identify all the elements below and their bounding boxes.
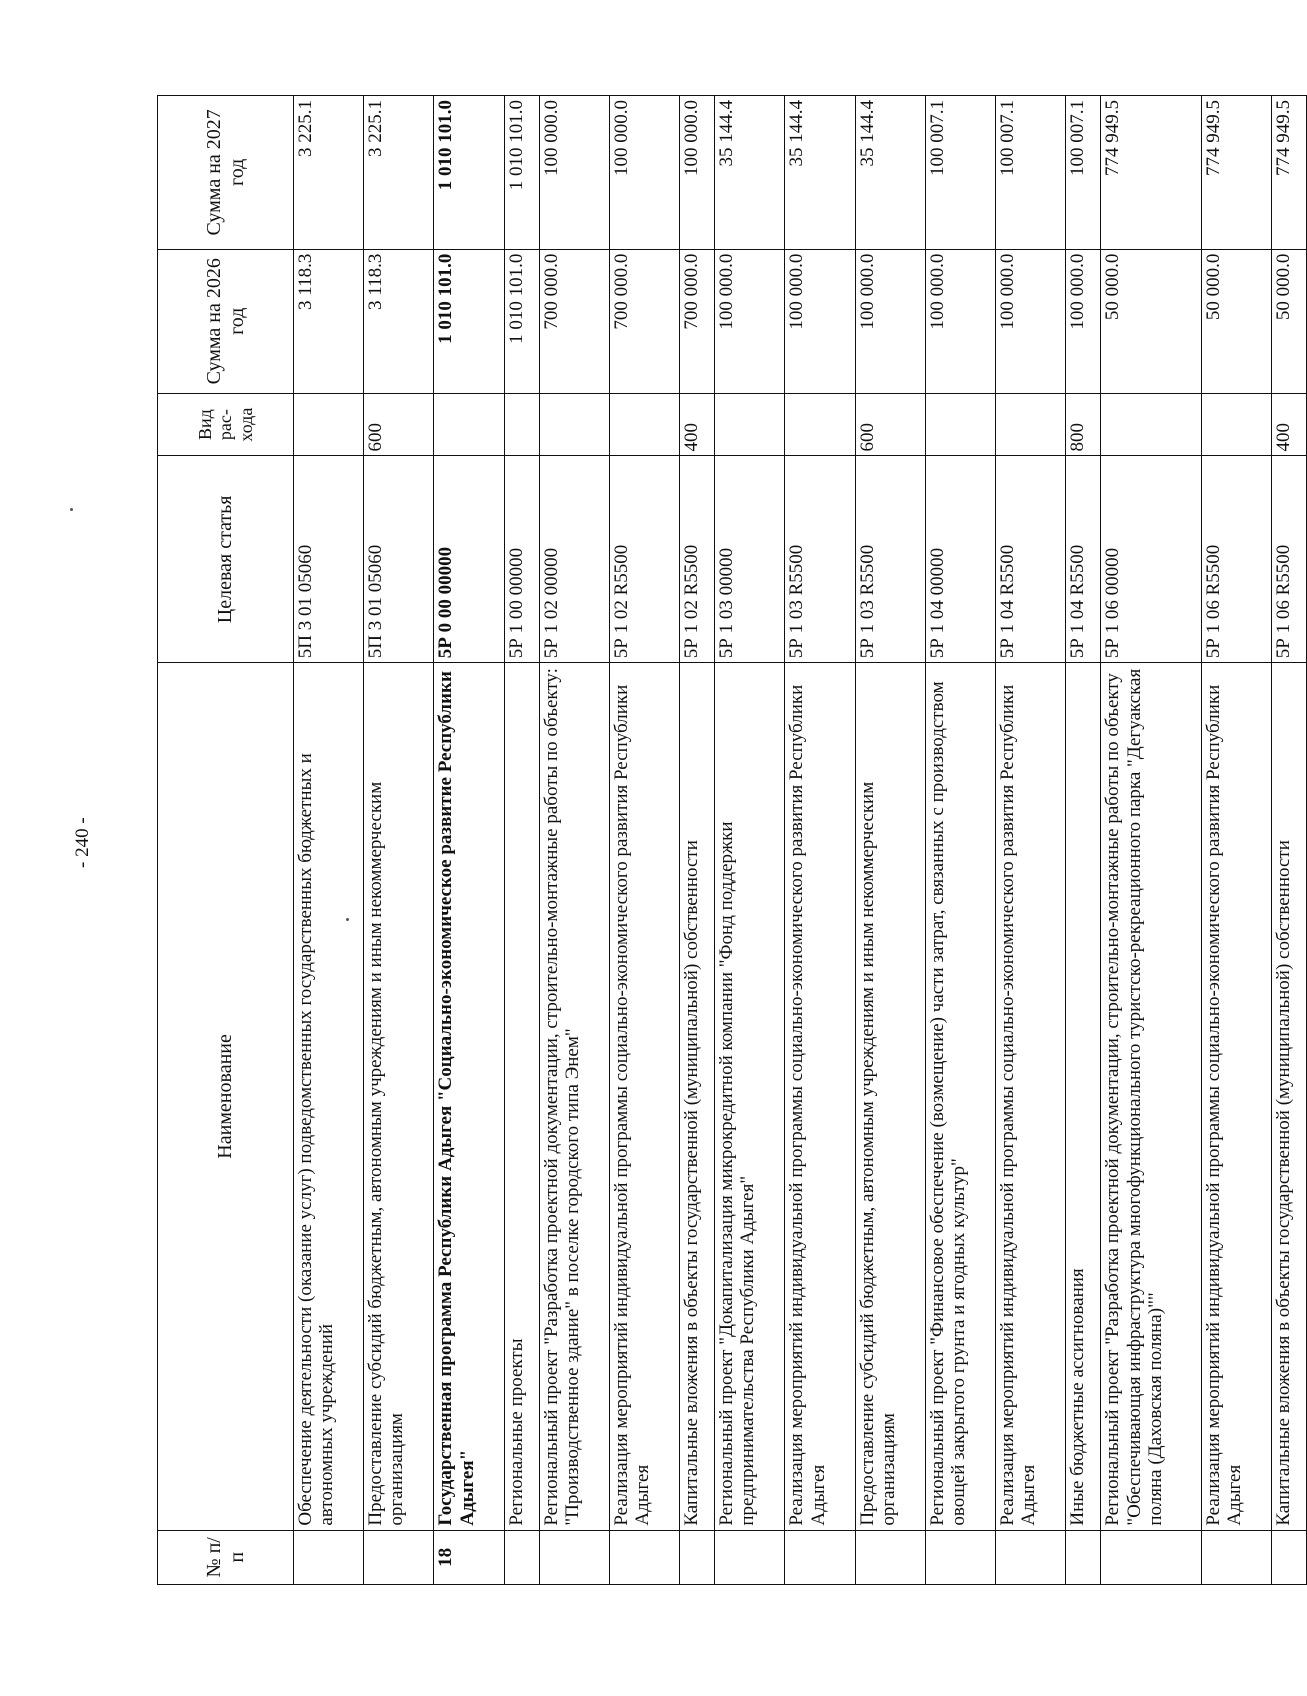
cell-sum-2027: 774 949.5	[1201, 96, 1271, 250]
cell-num	[1066, 1530, 1101, 1584]
header-sum-2027: Сумма на 2027 год	[158, 96, 294, 250]
cell-num	[539, 1530, 609, 1584]
cell-target: 5Р 1 06 00000	[1101, 456, 1201, 663]
cell-name: Региональный проект "Финансовое обеспечение (возмещение) части затрат, связанных с производством овощей закрытого грунта и ягодных культур"	[925, 663, 995, 1530]
cell-expense: 400	[1271, 393, 1306, 456]
cell-expense: 600	[855, 393, 925, 456]
cell-target: 5Р 1 06 R5500	[1271, 456, 1306, 663]
cell-sum-2027: 1 010 101.0	[434, 96, 504, 250]
cell-target: 5Р 1 03 R5500	[785, 456, 855, 663]
cell-name: Государственная программа Республики Адыгея "Социально-экономическое развитие Республики Адыгея"	[434, 663, 504, 1530]
cell-num	[294, 1530, 364, 1584]
cell-target: 5Р 1 03 R5500	[855, 456, 925, 663]
cell-sum-2027: 100 007.1	[925, 96, 995, 250]
cell-name: Реализация мероприятий индивидуальной программы социально-экономического развития Республики Адыгея	[1201, 663, 1271, 1530]
cell-sum-2026: 1 010 101.0	[434, 249, 504, 393]
cell-name: Региональный проект "Разработка проектной документации, строительно-монтажные работы по объекту: "Производственное здание" в поселке городского типа Энем"	[539, 663, 609, 1530]
cell-sum-2027: 100 007.1	[996, 96, 1066, 250]
cell-sum-2026: 3 118.3	[294, 249, 364, 393]
header-num: № п/п	[158, 1530, 294, 1584]
table-row	[925, 96, 995, 1585]
table-row	[680, 96, 715, 1585]
cell-name: Реализация мероприятий индивидуальной программы социально-экономического развития Республики Адыгея	[785, 663, 855, 1530]
table-row	[539, 96, 609, 1585]
cell-expense	[539, 393, 609, 456]
cell-sum-2026: 1 010 101.0	[504, 249, 539, 393]
cell-num	[1201, 1530, 1271, 1584]
cell-sum-2026: 3 118.3	[364, 249, 434, 393]
cell-sum-2027: 100 000.0	[609, 96, 679, 250]
cell-target: 5Р 1 02 R5500	[609, 456, 679, 663]
cell-name: Обеспечение деятельности (оказание услуг) подведомственных государственных бюджетных и автономных учреждений	[294, 663, 364, 1530]
cell-sum-2026: 100 000.0	[785, 249, 855, 393]
cell-name: Региональный проект "Разработка проектной документации, строительно-монтажные работы по объекту "Обеспечивающая инфраструктура многофункционального туристско-рекреационного парка "Дегуакская поляна (Даховская поляна)""	[1101, 663, 1201, 1530]
cell-sum-2027: 774 949.5	[1101, 96, 1201, 250]
cell-sum-2027: 1 010 101.0	[504, 96, 539, 250]
table-row	[609, 96, 679, 1585]
cell-num	[1271, 1530, 1306, 1584]
cell-name: Предоставление субсидий бюджетным, автономным учреждениям и иным некоммерческим организациям	[855, 663, 925, 1530]
cell-num	[1101, 1530, 1201, 1584]
cell-sum-2026: 50 000.0	[1101, 249, 1201, 393]
table-row	[434, 96, 504, 1585]
cell-num	[680, 1530, 715, 1584]
cell-sum-2027: 35 144.4	[785, 96, 855, 250]
cell-target: 5Р 1 03 00000	[715, 456, 785, 663]
cell-sum-2026: 100 000.0	[715, 249, 785, 393]
cell-expense	[434, 393, 504, 456]
cell-target: 5П 3 01 05060	[364, 456, 434, 663]
table-row	[855, 96, 925, 1585]
cell-name: Иные бюджетные ассигнования	[1066, 663, 1101, 1530]
header-expense: Вид рас-хода	[158, 393, 294, 456]
cell-sum-2027: 3 225.1	[364, 96, 434, 250]
header-name: Наименование	[158, 663, 294, 1530]
cell-sum-2027: 100 007.1	[1066, 96, 1101, 250]
cell-expense	[785, 393, 855, 456]
table-row	[504, 96, 539, 1585]
cell-target: 5Р 1 04 R5500	[1066, 456, 1101, 663]
cell-expense	[996, 393, 1066, 456]
cell-sum-2026: 50 000.0	[1271, 249, 1306, 393]
cell-target: 5П 3 01 05060	[294, 456, 364, 663]
cell-sum-2026: 700 000.0	[680, 249, 715, 393]
cell-expense: 800	[1066, 393, 1101, 456]
cell-sum-2026: 100 000.0	[925, 249, 995, 393]
cell-num	[504, 1530, 539, 1584]
table-row	[1201, 96, 1271, 1585]
cell-expense: 400	[680, 393, 715, 456]
cell-sum-2026: 100 000.0	[996, 249, 1066, 393]
cell-name: Предоставление субсидий бюджетным, автономным учреждениям и иным некоммерческим организациям	[364, 663, 434, 1530]
cell-num: 18	[434, 1530, 504, 1584]
cell-name: Капитальные вложения в объекты государственной (муниципальной) собственности	[1271, 663, 1306, 1530]
table-row	[1101, 96, 1201, 1585]
cell-name: Региональные проекты	[504, 663, 539, 1530]
cell-expense	[1201, 393, 1271, 456]
cell-sum-2027: 35 144.4	[855, 96, 925, 250]
cell-sum-2026: 700 000.0	[539, 249, 609, 393]
table-row	[996, 96, 1066, 1585]
page-number: - 240 -	[72, 817, 93, 868]
cell-num	[785, 1530, 855, 1584]
cell-num	[996, 1530, 1066, 1584]
header-target: Целевая статья	[158, 456, 294, 663]
header-sum-2026: Сумма на 2026 год	[158, 249, 294, 393]
cell-target: 5Р 1 04 R5500	[996, 456, 1066, 663]
cell-sum-2027: 35 144.4	[715, 96, 785, 250]
cell-num	[715, 1530, 785, 1584]
cell-name: Региональный проект "Докапитализация микрокредитной компании "Фонд поддержки предпринимательства Республики Адыгея"	[715, 663, 785, 1530]
cell-num	[364, 1530, 434, 1584]
cell-name: Реализация мероприятий индивидуальной программы социально-экономического развития Республики Адыгея	[996, 663, 1066, 1530]
scan-speck	[70, 508, 73, 511]
cell-sum-2027: 100 000.0	[680, 96, 715, 250]
cell-expense	[925, 393, 995, 456]
cell-num	[609, 1530, 679, 1584]
cell-target: 5Р 1 04 00000	[925, 456, 995, 663]
rotated-table-container	[157, 95, 1307, 1585]
cell-sum-2026: 100 000.0	[855, 249, 925, 393]
cell-sum-2027: 100 000.0	[539, 96, 609, 250]
budget-table	[157, 95, 1307, 1585]
cell-sum-2027: 774 949.5	[1271, 96, 1306, 250]
cell-expense	[504, 393, 539, 456]
cell-expense	[715, 393, 785, 456]
cell-target: 5Р 1 00 00000	[504, 456, 539, 663]
cell-sum-2026: 700 000.0	[609, 249, 679, 393]
cell-target: 5Р 1 06 R5500	[1201, 456, 1271, 663]
cell-sum-2026: 100 000.0	[1066, 249, 1101, 393]
cell-sum-2026: 50 000.0	[1201, 249, 1271, 393]
cell-expense	[294, 393, 364, 456]
cell-sum-2027: 3 225.1	[294, 96, 364, 250]
cell-target: 5Р 1 02 R5500	[680, 456, 715, 663]
table-header-row	[158, 96, 294, 1585]
cell-expense: 600	[364, 393, 434, 456]
table-row	[364, 96, 434, 1585]
cell-target: 5Р 0 00 00000	[434, 456, 504, 663]
cell-name: Реализация мероприятий индивидуальной программы социально-экономического развития Республики Адыгея	[609, 663, 679, 1530]
table-row	[294, 96, 364, 1585]
table-row	[785, 96, 855, 1585]
cell-num	[855, 1530, 925, 1584]
cell-expense	[609, 393, 679, 456]
cell-name: Капитальные вложения в объекты государственной (муниципальной) собственности	[680, 663, 715, 1530]
cell-target: 5Р 1 02 00000	[539, 456, 609, 663]
table-row	[715, 96, 785, 1585]
table-row	[1271, 96, 1306, 1585]
cell-num	[925, 1530, 995, 1584]
cell-expense	[1101, 393, 1201, 456]
table-row	[1066, 96, 1101, 1585]
